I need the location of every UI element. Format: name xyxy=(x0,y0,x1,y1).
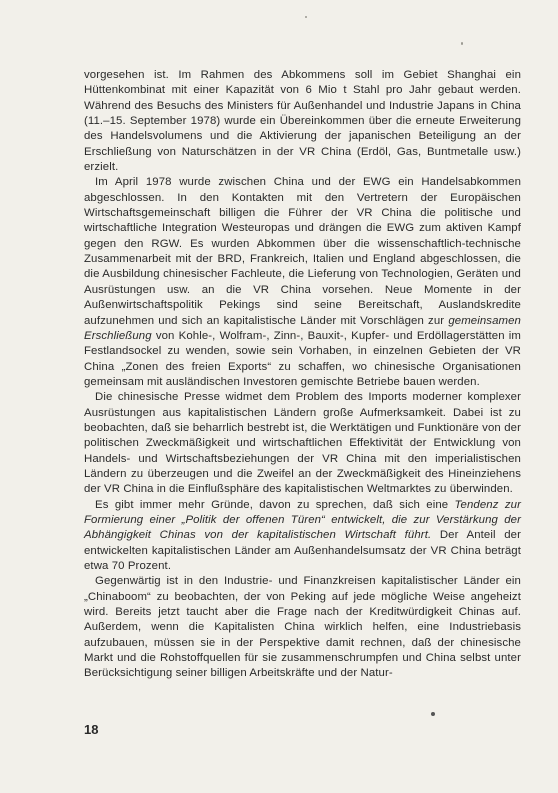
speck-mark xyxy=(305,16,307,18)
emphasized-text: gemeinsamen Erschließung xyxy=(84,314,521,342)
paragraph xyxy=(84,175,521,390)
emphasized-text: Tendenz zur Formierung einer „Politik der offenen Türen“ entwickelt, die zur Verstärkung der Abhängigkeit Chinas von der kapitalistischen Wirtschaft führt. xyxy=(84,498,521,542)
speck-mark xyxy=(431,712,435,716)
paragraph xyxy=(84,574,521,681)
text-run: vorgesehen ist. Im Rahmen des Abkommens soll im Gebiet Shanghai ein Hüttenkombinat mit einer Kapazität von 6 Mio t Stahl pro Jahr gebaut werden. Während des Besuchs des Ministers für Außenhandel und Industrie Japans in China (11.–15. September 1978) wurde ein Übereinkommen über die erneute Erweiterung des Handelsvolumens und die Aktivierung der japanischen Beteiligung an der Erschließung von Naturschätzen in der VR China (Erdöl, Gas, Buntmetalle usw.) erzielt. xyxy=(84,69,521,174)
text-run: Gegenwärtig ist in den Industrie- und Finanzkreisen kapitalistischer Länder ein „Chinaboom“ zu beobachten, der von Peking auf jede mögliche Weise angeheizt wird. Bereits jetzt taucht aber die Frage nach der Kreditwürdigkeit Chinas auf. Außerdem, wenn die Kapitalisten China wirklich helfen, eine Industriebasis aufzubauen, müssen sie in der Perspektive damit rechnen, daß der chinesische Markt und die Rohstoffquellen für sie zusammenschrumpfen und China selbst unter Berücksichtigung seiner billigen Arbeitskräfte und der Natur- xyxy=(84,575,521,680)
paragraph xyxy=(84,498,521,575)
text-run: Die chinesische Presse widmet dem Problem des Imports moderner komplexer Ausrüstungen aus kapitalistischen Ländern große Aufmerksamkeit. Dabei ist zu beobachten, daß sie beharrlich bestrebt ist, die Werktätigen und Funktionäre von der politischen Zweckmäßigkeit und wirtschaftlichen Effektivität der Entwicklung von Handels- und Wirtschaftsbeziehungen der VR China mit den imperialistischen Ländern zu überzeugen und die Zweifel an der Zweckmäßigkeit des Hineinziehens der VR China in die Einflußsphäre des kapitalistischen Weltmarktes zu überwinden. xyxy=(84,391,521,496)
text-run: von Kohle-, Wolfram-, Zinn-, Bauxit-, Kupfer- und Erdöllagerstätten im Festlandsockel zu wenden, sowie sein Vorhaben, in einzelnen Gebieten der VR China „Zonen des freien Exports“ zu schaffen, wo chinesische Organisationen gemeinsam mit ausländischen Investoren gemischte Betriebe bauen werden. xyxy=(84,329,521,388)
text-run: Es gibt immer mehr Gründe, davon zu sprechen, daß sich eine xyxy=(95,498,455,511)
paragraph xyxy=(84,68,521,175)
speck-mark xyxy=(461,42,463,45)
text-run: Im April 1978 wurde zwischen China und der EWG ein Handelsabkommen abgeschlossen. In den Kontakten mit den Vertretern der Europäischen Wirtschaftsgemeinschaft billigen die Führer der VR China die politische und wirtschaftliche Integration Westeuropas und drängen die EWG zum aktiven Kampf gegen den RGW. Es wurden Abkommen über die wissenschaftlich-technische Zusammenarbeit mit der BRD, Frankreich, Italien und England abgeschlossen, die die Ausbildung chinesischer Fachleute, die Lieferung von Technologien, Geräten und Ausrüstungen usw. an die VR China vorsehen. Neue Momente in der Außenwirtschaftspolitik Pekings sind seine Bereitschaft, Auslandskredite aufzunehmen und sich an kapitalistische Länder mit Vorschlägen zur xyxy=(84,176,521,327)
text-run: Der Anteil der entwickelten kapitalistischen Länder am Außenhandelsumsatz der VR China beträgt etwa 70 Prozent. xyxy=(84,529,521,572)
body-text xyxy=(84,68,521,682)
page-number: 18 xyxy=(84,722,99,737)
paragraph xyxy=(84,390,521,497)
